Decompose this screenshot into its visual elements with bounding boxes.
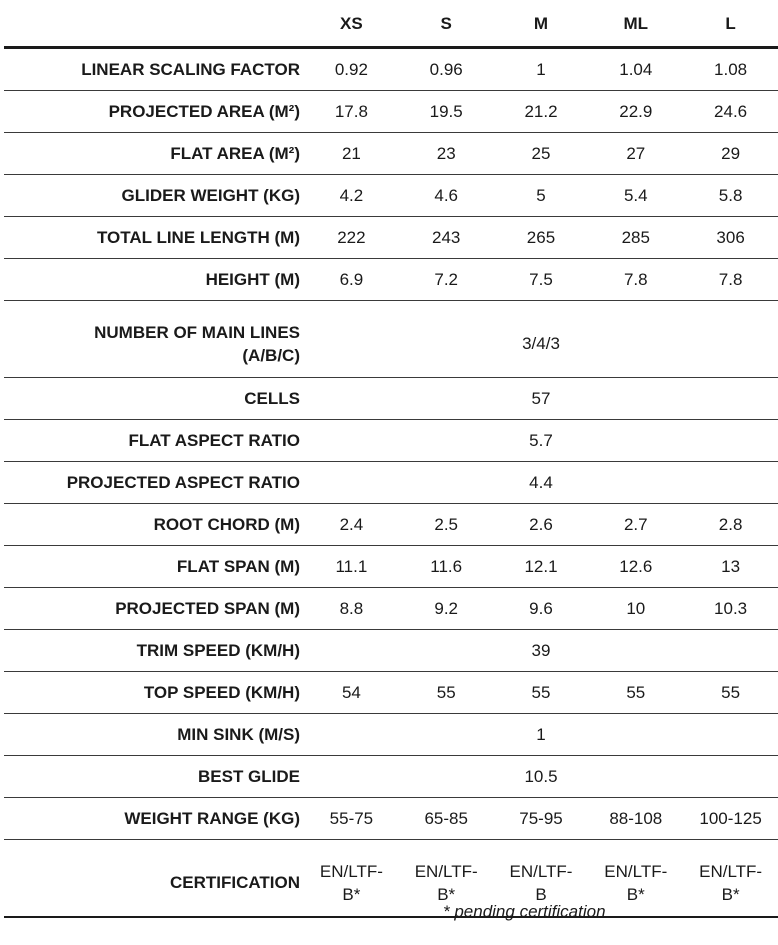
cell-value: 7.2	[399, 259, 494, 301]
cert-line: B*	[342, 884, 361, 904]
cell-value: 21.2	[494, 91, 589, 133]
row-trim-speed	[4, 630, 778, 672]
row-projected-span	[4, 588, 778, 630]
cell-value: 9.6	[494, 588, 589, 630]
cell-value: 55	[399, 672, 494, 714]
header-row	[4, 0, 778, 48]
cert-line: EN/LTF-	[604, 861, 668, 881]
cell-value: 55-75	[304, 798, 399, 840]
cell-value: 1	[494, 48, 589, 91]
cell-value: 10.3	[683, 588, 778, 630]
row-height	[4, 259, 778, 301]
footnote: * pending certification	[443, 902, 606, 921]
header-size-ml: ML	[588, 0, 683, 48]
cell-value: 0.96	[399, 48, 494, 91]
cell-value: 5.8	[683, 175, 778, 217]
cell-value: 12.6	[588, 546, 683, 588]
cert-line: EN/LTF-	[414, 861, 478, 881]
cell-value: 88-108	[588, 798, 683, 840]
row-best-glide	[4, 756, 778, 798]
row-label: BEST GLIDE	[4, 756, 304, 798]
cell-value: 1.08	[683, 48, 778, 91]
cell-value: 23	[399, 133, 494, 175]
cell-value: 5	[494, 175, 589, 217]
cell-value: 6.9	[304, 259, 399, 301]
row-label: MIN SINK (M/S)	[4, 714, 304, 756]
header-size-xs: XS	[304, 0, 399, 48]
cell-value: 2.8	[683, 504, 778, 546]
row-total-line-length	[4, 217, 778, 259]
row-flat-aspect-ratio	[4, 420, 778, 462]
row-flat-area	[4, 133, 778, 175]
cell-value: 75-95	[494, 798, 589, 840]
cell-value: 9.2	[399, 588, 494, 630]
row-label: FLAT AREA (M²)	[4, 133, 304, 175]
cell-value: 65-85	[399, 798, 494, 840]
cell-value: 100-125	[683, 798, 778, 840]
row-label: PROJECTED SPAN (M)	[4, 588, 304, 630]
cell-value: 7.8	[588, 259, 683, 301]
cell-value: 19.5	[399, 91, 494, 133]
row-root-chord	[4, 504, 778, 546]
cell-value: 55	[494, 672, 589, 714]
row-label: PROJECTED ASPECT RATIO	[4, 462, 304, 504]
row-projected-aspect-ratio	[4, 462, 778, 504]
cell-value	[683, 840, 778, 918]
cell-value: 54	[304, 672, 399, 714]
cell-value: 17.8	[304, 91, 399, 133]
cell-shared-value: 4.4	[304, 462, 778, 504]
row-top-speed	[4, 672, 778, 714]
row-label: ROOT CHORD (M)	[4, 504, 304, 546]
row-projected-area	[4, 91, 778, 133]
cert-line: B*	[437, 884, 456, 904]
cert-line: EN/LTF-	[319, 861, 383, 881]
row-glider-weight	[4, 175, 778, 217]
row-label-line: (A/B/C)	[242, 345, 300, 365]
cell-value: 2.5	[399, 504, 494, 546]
cell-value: 4.6	[399, 175, 494, 217]
cell-value: 13	[683, 546, 778, 588]
cell-value: 7.5	[494, 259, 589, 301]
cell-value: 4.2	[304, 175, 399, 217]
row-number-of-main-lines	[4, 301, 778, 378]
row-label-line: NUMBER OF MAIN LINES	[94, 322, 300, 342]
cell-shared-value: 5.7	[304, 420, 778, 462]
row-label: CERTIFICATION	[4, 840, 304, 918]
cell-value: 55	[683, 672, 778, 714]
row-label: PROJECTED AREA (M²)	[4, 91, 304, 133]
row-flat-span	[4, 546, 778, 588]
cell-value: 24.6	[683, 91, 778, 133]
row-label: TOTAL LINE LENGTH (M)	[4, 217, 304, 259]
row-label: LINEAR SCALING FACTOR	[4, 48, 304, 91]
cell-value: 27	[588, 133, 683, 175]
cert-line: B*	[626, 884, 645, 904]
cell-value: 12.1	[494, 546, 589, 588]
cell-shared-value: 10.5	[304, 756, 778, 798]
cell-shared-value: 57	[304, 378, 778, 420]
specifications-table	[4, 0, 778, 918]
cell-value: 21	[304, 133, 399, 175]
cell-value: 306	[683, 217, 778, 259]
cert-line: B*	[721, 884, 740, 904]
header-size-s: S	[399, 0, 494, 48]
row-label: HEIGHT (M)	[4, 259, 304, 301]
cell-value: 285	[588, 217, 683, 259]
row-certification	[4, 840, 778, 918]
cell-value: 11.1	[304, 546, 399, 588]
cell-value: 5.4	[588, 175, 683, 217]
cell-value: 10	[588, 588, 683, 630]
cell-value	[304, 840, 399, 918]
row-label: GLIDER WEIGHT (KG)	[4, 175, 304, 217]
cell-value: 222	[304, 217, 399, 259]
row-label: TOP SPEED (KM/H)	[4, 672, 304, 714]
row-cells	[4, 378, 778, 420]
cell-value: 265	[494, 217, 589, 259]
row-min-sink	[4, 714, 778, 756]
cell-value: 8.8	[304, 588, 399, 630]
row-weight-range	[4, 798, 778, 840]
cell-value: 2.6	[494, 504, 589, 546]
row-label: FLAT SPAN (M)	[4, 546, 304, 588]
cell-value: 0.92	[304, 48, 399, 91]
header-size-m: M	[494, 0, 589, 48]
cell-value: 25	[494, 133, 589, 175]
row-label: FLAT ASPECT RATIO	[4, 420, 304, 462]
cell-value: 7.8	[683, 259, 778, 301]
cell-value: 22.9	[588, 91, 683, 133]
row-label: TRIM SPEED (KM/H)	[4, 630, 304, 672]
cell-value: 29	[683, 133, 778, 175]
cell-shared-value: 3/4/3	[304, 301, 778, 378]
cell-shared-value: 39	[304, 630, 778, 672]
cell-value: 11.6	[399, 546, 494, 588]
header-size-l: L	[683, 0, 778, 48]
cell-value: 1.04	[588, 48, 683, 91]
cell-value: 55	[588, 672, 683, 714]
cert-line: EN/LTF-	[509, 861, 573, 881]
row-label	[4, 301, 304, 378]
cert-line: B	[535, 884, 547, 904]
cell-value: 2.7	[588, 504, 683, 546]
row-label: CELLS	[4, 378, 304, 420]
cell-value: 243	[399, 217, 494, 259]
cell-shared-value: 1	[304, 714, 778, 756]
row-label: WEIGHT RANGE (KG)	[4, 798, 304, 840]
cert-line: EN/LTF-	[699, 861, 763, 881]
cell-value: 2.4	[304, 504, 399, 546]
row-linear-scaling-factor	[4, 48, 778, 91]
header-blank-cell	[4, 0, 304, 48]
